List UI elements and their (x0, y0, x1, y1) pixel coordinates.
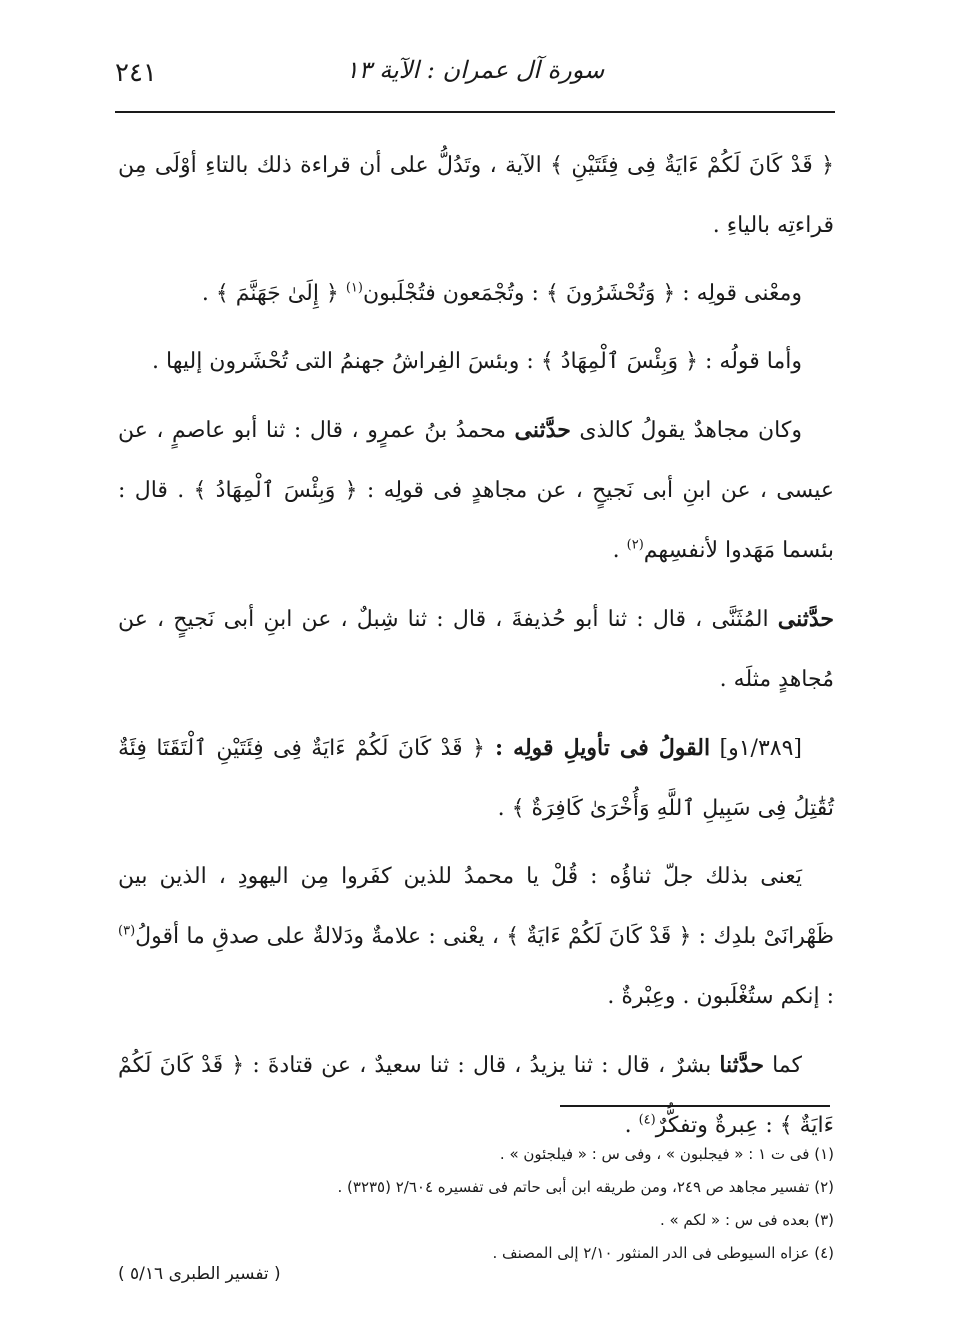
footnote-marker: (٢) (626, 537, 644, 553)
text-run: . (497, 796, 512, 821)
text-run: ، يعْنى : علامةٌ ودَلالةٌ على صدقِ ما أقولُ (135, 924, 507, 949)
text-run: . قال : بئسما مَهَدوا لأنفسِهم (118, 478, 834, 563)
paragraph-6 (118, 718, 834, 839)
quran-quote: ﴿ قَدْ كَانَ لَكُمْ ءَايَةٌ ﴾ (118, 1053, 834, 1138)
footnote-separator (560, 1105, 830, 1107)
page-number: ٢٤١ (115, 58, 157, 88)
text-run: : وتُجْمَعون فتُجْلَبون (362, 281, 546, 306)
text-run: وأما قولُه : (698, 349, 802, 374)
footnote-1: (١) فى ت ١ : « فيجلبون » ، وفى س : « فيلجئون » . (499, 1145, 834, 1163)
running-title: سورة آل عمران : الآية ١٣ (345, 56, 605, 84)
main-text (118, 136, 834, 1164)
text-run: بشرٌ ، قال : ثنا يزيدُ ، قال : ثنا سعيدٌ ، عن قتادةَ : (244, 1053, 720, 1078)
paragraph-7 (118, 847, 834, 1027)
text-run: المُثَنَّى ، قال : ثنا أبو حُذيفةَ ، قال : ثنا شِبلٌ ، عن ابنِ أبى نَجيحٍ ، عن مُجاهدٍ مثلَه . (118, 607, 834, 692)
footnote-marker: (٣) (118, 923, 136, 939)
text-run: . (612, 538, 627, 563)
isnad-keyword: حدَّثنا (719, 1052, 764, 1078)
footnote-2: (٢) تفسير مجاهد ص ٢٤٩، ومن طريقه ابن أبى حاتم فى تفسيره ٢/٦٠٤ (٣٢٣٥) . (337, 1178, 834, 1196)
quran-quote: ﴿ وَتُحْشَرُونَ ﴾ (545, 281, 676, 306)
isnad-keyword: حدَّثنى (514, 417, 571, 443)
text-run: . (201, 281, 216, 306)
footnotes (118, 1138, 834, 1270)
text-run: ومعْنى قولِه : (675, 281, 802, 306)
header-rule (115, 111, 835, 113)
isnad-keyword: حدَّثنى (777, 606, 834, 632)
quran-quote: ﴿ وَبِئْسَ ٱلْمِهَادُ ﴾ (193, 478, 358, 503)
paragraph-5 (118, 589, 834, 710)
text-run: : عِبرةٌ وتفكُّرٌ (655, 1113, 780, 1138)
quran-quote: ﴿ قَدْ كَانَ لَكُمْ ءَايَةٌ ﴾ (506, 924, 692, 949)
footnote-3: (٣) بعده فى س : « لكم » . (659, 1211, 834, 1229)
text-run: محمدُ بنُ عمرٍو ، قال : ثنا أبو عاصمٍ ، عن عيسى ، عن ابنِ أبى نَجيحٍ ، عن مجاهدٍ فى قولِه : (118, 418, 834, 503)
text-run (339, 281, 346, 306)
text-run: وكان مجاهدٌ يقولُ كالذى (570, 418, 802, 443)
footnote-marker: (٤) (638, 1112, 656, 1128)
quran-quote: ﴿ إِلَىٰ جَهَنَّمَ ﴾ (215, 281, 339, 306)
text-run: : وبئسَ الفِراشُ جهنمُ التى تُحْشَرون إليها . (152, 349, 541, 374)
section-heading: القولُ فى تأويلِ قولِه : (484, 735, 711, 761)
text-run: الآية ، وتَدُلُّ على أن قراءة ذلك بالتاءِ أوْلَى مِن قراءتِه بالياءِ . (118, 153, 834, 238)
page-header (115, 56, 835, 100)
volume-signature: ( تفسير الطبرى ٥/١٦ ) (118, 1264, 281, 1284)
paragraph-3 (118, 332, 834, 392)
quran-quote: ﴿ قَدْ كَانَ لَكُمْ ءَايَةٌ فِى فِئَتَيْنِ ٱلْتَقَتَا فِئَةٌ تُقَٰتِلُ فِى سَبِيلِ ٱللَّهِ وَأُخْرَىٰ كَافِرَةٌ ﴾ (118, 736, 834, 821)
text-run: : إنكم ستُغْلَبون . وعِبْرةٌ . (607, 984, 834, 1009)
paragraph-2 (118, 264, 834, 324)
quran-quote: ﴿ وَبِئْسَ ٱلْمِهَادُ ﴾ (540, 349, 698, 374)
text-run: كما (763, 1053, 802, 1078)
text-run: يَعنى بذلك جلّ ثناؤُه : قُلْ يا محمدُ للذين كفَروا مِن اليهودِ ، الذين بين ظَهْرانَىْ بلدِك : (118, 864, 835, 949)
quran-quote: ﴿ قَدْ كَانَ لَكُمْ ءَايَةٌ فِى فِئَتَيْنِ ﴾ (550, 153, 834, 178)
footnote-4: (٤) عزاه السيوطى فى الدر المنثور ٢/١٠ إلى المصنف . (492, 1244, 834, 1262)
paragraph-4 (118, 400, 834, 581)
manuscript-reference: [١/٣٨٩و] (710, 736, 802, 761)
paragraph-1 (118, 136, 834, 256)
text-run: . (624, 1113, 639, 1138)
footnote-marker: (١) (345, 280, 363, 296)
